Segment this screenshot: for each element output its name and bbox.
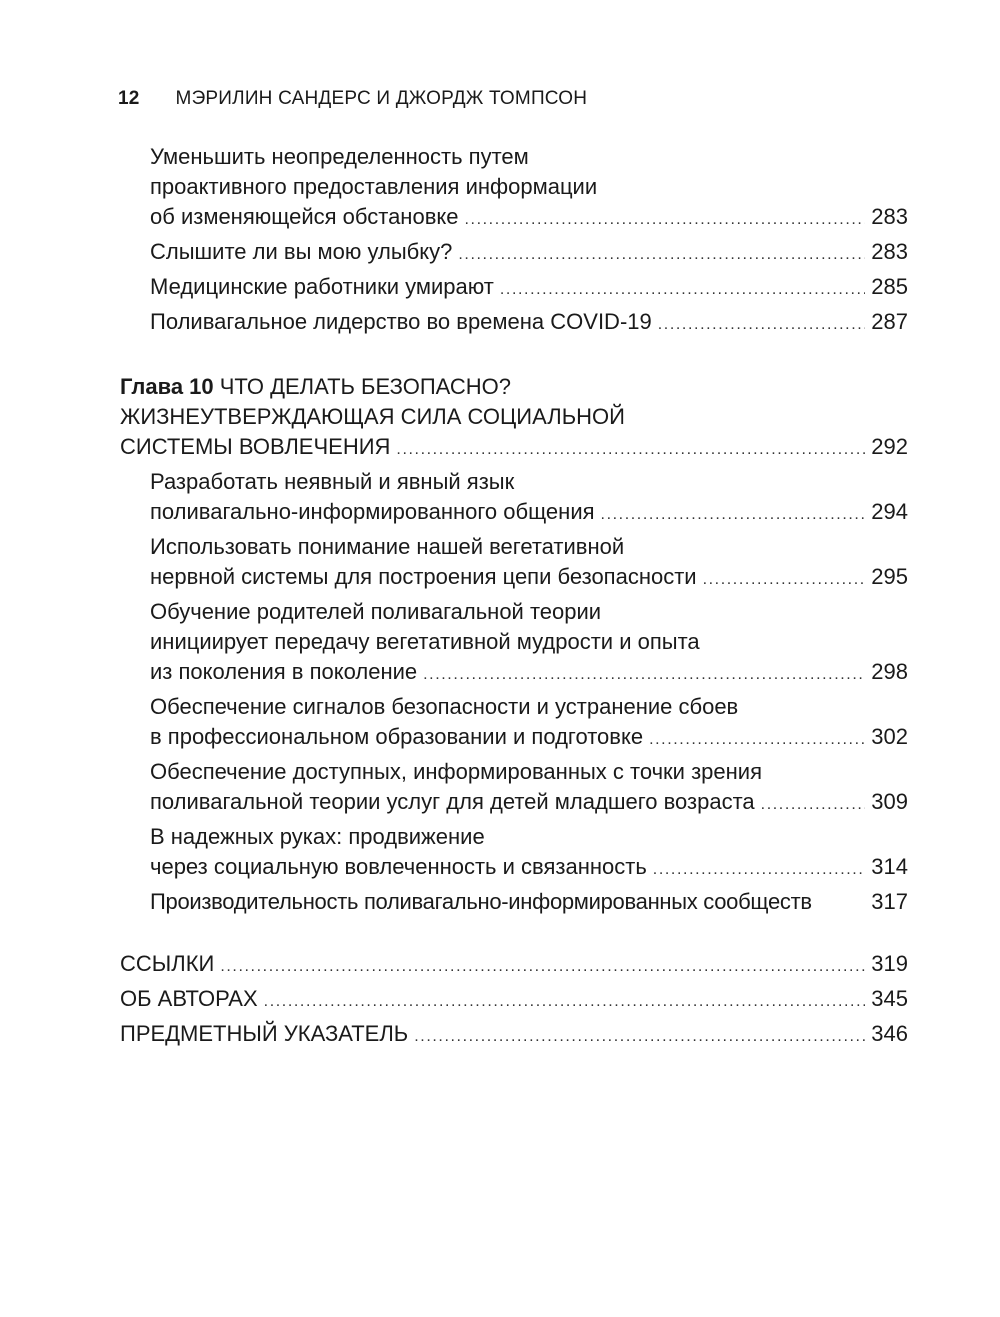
dot-leader [500,275,865,305]
toc-entry-line: инициирует передачу вегетативной мудрости и опыта [150,629,700,654]
running-title: МЭРИЛИН САНДЕРС И ДЖОРДЖ ТОМПСОН [175,88,588,109]
toc-page-number: 345 [871,986,908,1011]
toc-entry[interactable] [120,887,908,917]
toc-entry-line: Использовать понимание нашей вегетативной [150,534,625,559]
section-gap [120,342,908,372]
dot-leader [458,240,865,270]
toc-page-number: 283 [871,204,908,229]
toc-entry-title: Поливагальное лидерство во времена COVID-19 [150,309,652,334]
toc-page-number: 309 [871,789,908,814]
dot-leader [601,500,866,530]
chapter-title-line: ЖИЗНЕУТВЕРЖДАЮЩАЯ СИЛА СОЦИАЛЬНОЙ [120,404,625,429]
dot-leader [464,205,865,235]
toc-entry-title: Медицинские работники умирают [150,274,494,299]
toc-entry-title: ОБ АВТОРАХ [120,986,258,1011]
toc-entry-title: через социальную вовлеченность и связанность [150,854,647,879]
toc-entry[interactable] [120,142,908,235]
chapter-title-line: ЧТО ДЕЛАТЬ БЕЗОПАСНО? [219,374,511,399]
toc-page-number: 283 [871,239,908,264]
toc-entry-line: Разработать неявный и явный язык [150,469,515,494]
toc-entry-line: В надежных руках: продвижение [150,824,485,849]
dot-leader [703,565,866,595]
toc-entry-line: Обучение родителей поливагальной теории [150,599,602,624]
toc-page-number: 319 [871,951,908,976]
toc-page-number: 287 [871,309,908,334]
toc-entry-line: проактивного предоставления информации [150,174,598,199]
toc-entry-line: Обеспечение сигналов безопасности и устранение сбоев [150,694,739,719]
toc-page-number: 294 [871,499,908,524]
toc-back-matter-references[interactable] [120,949,908,982]
toc-page-number: 302 [871,724,908,749]
toc-entry[interactable] [120,467,908,530]
dot-leader [649,725,865,755]
toc-entry[interactable] [120,532,908,595]
toc-entry-line: Уменьшить неопределенность путем [150,144,529,169]
toc-entry-title: в профессиональном образовании и подготовке [150,724,644,749]
toc-entry-title: нервной системы для построения цепи безопасности [150,564,697,589]
toc-entry[interactable] [120,597,908,690]
running-head [118,88,587,110]
dot-leader [414,1022,865,1052]
dot-leader [653,855,865,885]
toc-page-number: 346 [871,1021,908,1046]
dot-leader [396,435,865,465]
toc-entry-title: ПРЕДМЕТНЫЙ УКАЗАТЕЛЬ [120,1021,409,1046]
dot-leader [220,952,865,982]
dot-leader [423,660,865,690]
toc-entry[interactable] [120,757,908,820]
table-of-contents [120,142,908,1054]
dot-leader [761,790,866,820]
section-gap [120,919,908,949]
toc-entry-title: Слышите ли вы мою улыбку? [150,239,453,264]
toc-entry-title: поливагальной теории услуг для детей младшего возраста [150,789,755,814]
toc-back-matter-authors[interactable] [120,984,908,1017]
toc-entry-title: об изменяющейся обстановке [150,204,459,229]
toc-chapter-10[interactable] [120,372,908,465]
toc-entry-title: из поколения в поколение [150,659,418,684]
toc-page-number: 285 [871,274,908,299]
toc-page-number: 317 [871,889,908,914]
toc-entry-line: Обеспечение доступных, информированных с точки зрения [150,759,762,784]
toc-page-number: 314 [871,854,908,879]
toc-entry[interactable] [120,272,908,305]
chapter-label: Глава 10 [120,374,214,399]
toc-entry-title: поливагально-информированного общения [150,499,595,524]
page-number: 12 [118,88,140,109]
toc-entry-title: ССЫЛКИ [120,951,215,976]
chapter-title-line: СИСТЕМЫ ВОВЛЕЧЕНИЯ [120,434,391,459]
dot-leader [264,987,866,1017]
toc-page-number: 292 [871,434,908,459]
toc-page-number: 295 [871,564,908,589]
toc-entry[interactable] [120,237,908,270]
toc-entry[interactable] [120,822,908,885]
toc-entry[interactable] [120,307,908,340]
toc-entry[interactable] [120,692,908,755]
toc-back-matter-index[interactable] [120,1019,908,1052]
toc-page-number: 298 [871,659,908,684]
dot-leader [658,310,866,340]
toc-entry-title: Производительность поливагально-информированных сообществ [150,889,812,914]
